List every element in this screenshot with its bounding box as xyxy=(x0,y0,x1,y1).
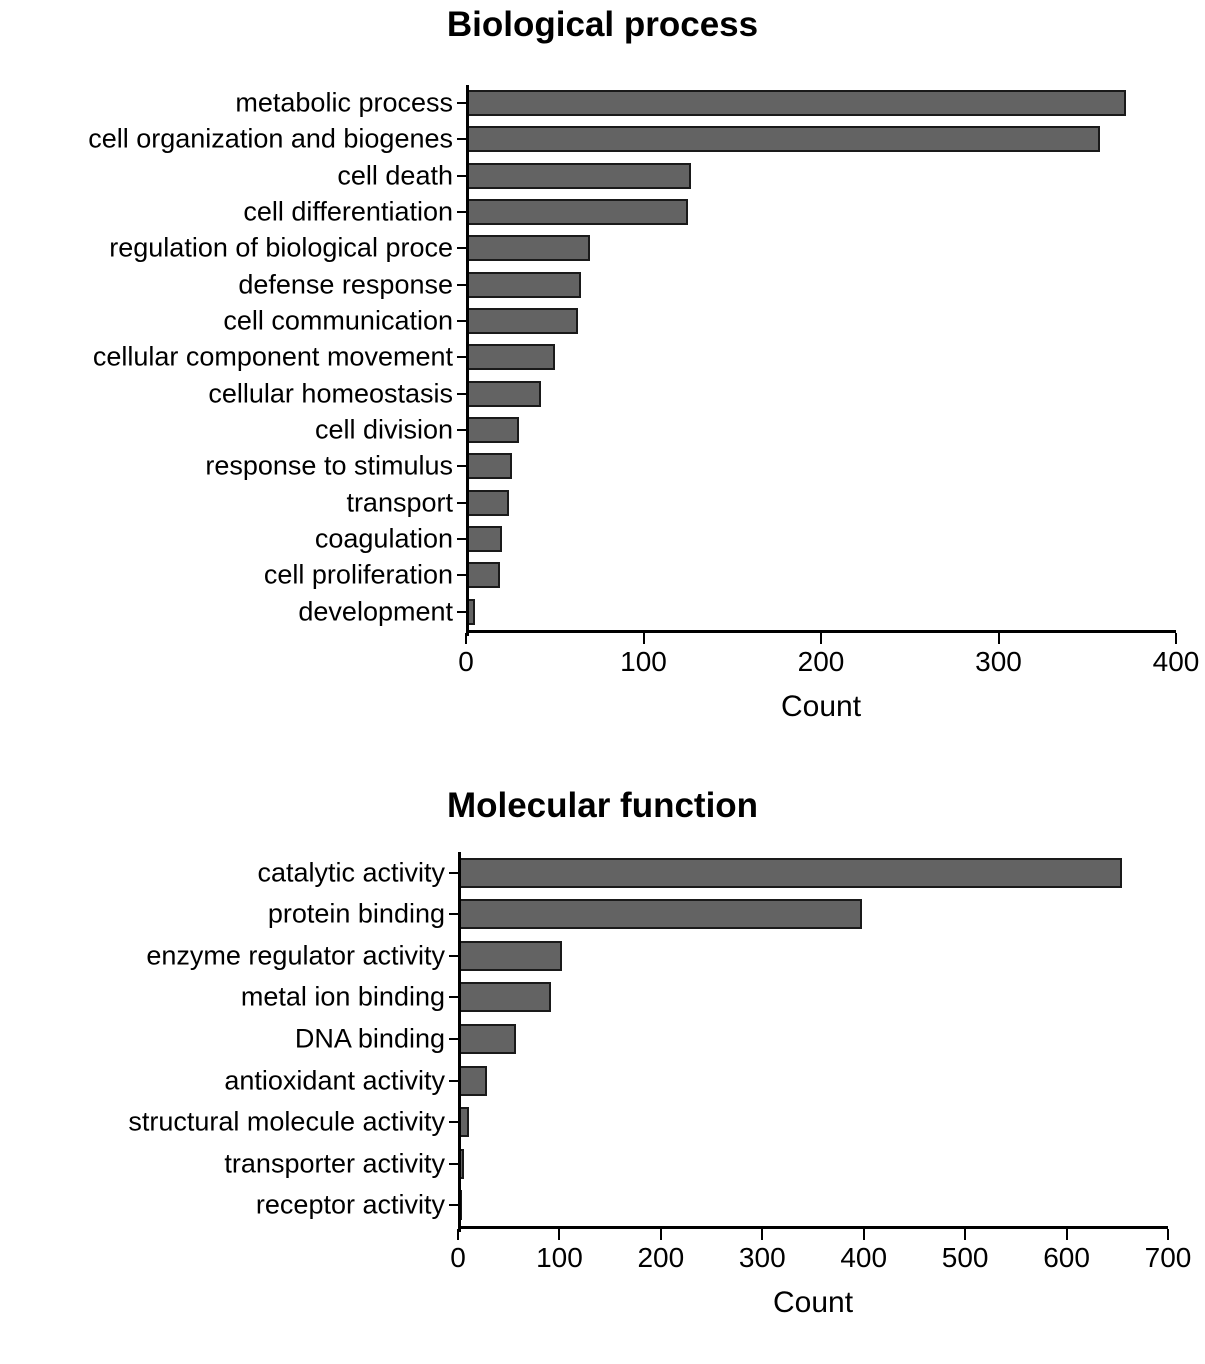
y-tick-mark xyxy=(457,611,466,613)
y-axis-biological-process xyxy=(466,85,469,636)
x-tick-label: 200 xyxy=(797,646,845,677)
x-tick-mark xyxy=(1167,1229,1169,1240)
x-tick-mark xyxy=(761,1229,763,1240)
x-tick-label: 100 xyxy=(620,646,667,677)
plot-area-molecular-function xyxy=(128,852,1192,1319)
y-tick-mark xyxy=(457,175,466,177)
bar xyxy=(466,344,555,370)
y-tick-mark xyxy=(449,1163,458,1165)
x-axis-molecular-function xyxy=(458,1226,1168,1229)
y-tick-mark xyxy=(457,429,466,431)
bar-row xyxy=(267,894,1168,936)
category-label: regulation of biological proce xyxy=(109,232,453,263)
x-tick-label: 600 xyxy=(1043,1242,1090,1273)
x-axis-label-molecular-function: Count xyxy=(772,1286,854,1319)
x-tick-label: 0 xyxy=(450,1242,466,1273)
chart-title-biological-process: Biological process xyxy=(446,5,759,44)
bar xyxy=(466,126,1100,152)
bar-row xyxy=(238,267,1176,303)
x-tick-label: 100 xyxy=(536,1242,583,1273)
bar xyxy=(466,163,691,189)
category-label: cell differentiation xyxy=(243,196,453,227)
y-tick-mark xyxy=(457,465,466,467)
y-tick-mark xyxy=(457,138,466,140)
bar-row xyxy=(294,1018,1168,1060)
y-tick-mark xyxy=(457,356,466,358)
x-tick-label: 300 xyxy=(738,1242,786,1273)
category-label: cell division xyxy=(314,414,453,445)
bar xyxy=(458,858,1122,888)
bar-row xyxy=(224,1143,1168,1185)
x-tick-mark xyxy=(558,1229,560,1240)
bar xyxy=(466,272,581,298)
y-tick-mark xyxy=(449,996,458,998)
bar-row xyxy=(255,1184,1168,1226)
y-tick-mark xyxy=(457,393,466,395)
y-tick-mark xyxy=(449,872,458,874)
category-label: catalytic activity xyxy=(257,857,445,888)
bar xyxy=(458,899,862,929)
category-label: metal ion binding xyxy=(240,981,445,1012)
x-tick-mark xyxy=(1066,1229,1068,1240)
x-tick-label: 200 xyxy=(637,1242,685,1273)
bar xyxy=(466,381,541,407)
x-tick-label: 0 xyxy=(458,646,474,677)
category-label: metabolic process xyxy=(235,87,453,118)
y-tick-mark xyxy=(457,284,466,286)
bar-row xyxy=(208,376,1176,412)
bar-row xyxy=(240,977,1168,1019)
bar-row xyxy=(314,412,1176,448)
y-tick-mark xyxy=(457,538,466,540)
category-label: coagulation xyxy=(314,523,453,554)
y-tick-mark xyxy=(449,913,458,915)
x-tick-mark xyxy=(998,633,1000,644)
y-tick-mark xyxy=(457,211,466,213)
category-label: transporter activity xyxy=(224,1148,445,1179)
y-tick-mark xyxy=(449,1121,458,1123)
x-tick-mark xyxy=(964,1229,966,1240)
bar-row xyxy=(298,594,1176,630)
y-tick-mark xyxy=(457,502,466,504)
bar xyxy=(458,982,551,1012)
category-label: enzyme regulator activity xyxy=(146,940,445,971)
category-label: development xyxy=(298,596,453,627)
x-tick-label: 500 xyxy=(941,1242,989,1273)
bar xyxy=(466,90,1126,116)
category-label: receptor activity xyxy=(255,1189,445,1220)
x-tick-label: 700 xyxy=(1144,1242,1192,1273)
bar-row xyxy=(128,1101,1168,1143)
y-tick-mark xyxy=(457,574,466,576)
y-tick-mark xyxy=(449,1080,458,1082)
bar-row xyxy=(223,303,1176,339)
category-label: cellular homeostasis xyxy=(208,378,453,409)
y-tick-mark xyxy=(457,102,466,104)
bar-row xyxy=(205,448,1176,484)
bar xyxy=(466,308,578,334)
x-tick-mark xyxy=(863,1229,865,1240)
chart-title-molecular-function: Molecular function xyxy=(446,786,759,825)
bar-row xyxy=(224,1060,1168,1102)
category-label: antioxidant activity xyxy=(224,1065,445,1096)
bar-row xyxy=(146,935,1168,977)
category-label: cell organization and biogenes xyxy=(88,123,453,154)
category-label: protein binding xyxy=(267,898,445,929)
bar-row xyxy=(92,339,1176,375)
x-tick-mark xyxy=(660,1229,662,1240)
category-label: cell proliferation xyxy=(263,559,453,590)
bar xyxy=(466,417,519,443)
bars-molecular-function xyxy=(128,852,1168,1226)
bar xyxy=(458,1024,516,1054)
x-axis-label-biological-process: Count xyxy=(780,690,862,723)
bar xyxy=(458,1066,487,1096)
category-label: cell death xyxy=(337,160,453,191)
bar xyxy=(466,526,502,552)
y-tick-mark xyxy=(449,1204,458,1206)
y-tick-mark xyxy=(449,955,458,957)
bar-row xyxy=(257,852,1168,894)
bar-row xyxy=(346,485,1176,521)
x-tick-mark xyxy=(1175,633,1177,644)
bar-row xyxy=(88,121,1176,157)
x-tick-mark xyxy=(820,633,822,644)
bar xyxy=(466,235,590,261)
category-label: response to stimulus xyxy=(205,450,453,481)
y-tick-mark xyxy=(457,320,466,322)
y-tick-mark xyxy=(457,247,466,249)
category-label: defense response xyxy=(238,269,453,300)
category-label: transport xyxy=(346,487,453,518)
bar xyxy=(458,941,562,971)
x-tick-mark xyxy=(643,633,645,644)
bar xyxy=(466,562,500,588)
category-label: cell communication xyxy=(223,305,453,336)
bar-row xyxy=(263,557,1176,593)
x-tick-label: 400 xyxy=(840,1242,888,1273)
category-label: cellular component movement xyxy=(92,341,453,372)
bar-row xyxy=(109,230,1176,266)
x-tick-label: 300 xyxy=(975,646,1022,677)
plot-area-biological-process xyxy=(88,85,1200,723)
bar-row xyxy=(314,521,1176,557)
y-axis-molecular-function xyxy=(458,852,461,1232)
bar-row xyxy=(337,158,1176,194)
bar xyxy=(466,490,509,516)
x-tick-mark xyxy=(465,633,467,644)
bar xyxy=(466,453,512,479)
category-label: structural molecule activity xyxy=(128,1106,445,1137)
x-tick-label: 400 xyxy=(1152,646,1200,677)
chart-molecular-function xyxy=(0,768,1205,1364)
y-tick-mark xyxy=(449,1038,458,1040)
bars-biological-process xyxy=(88,85,1176,630)
bar-row xyxy=(243,194,1176,230)
bar xyxy=(466,199,688,225)
category-label: DNA binding xyxy=(294,1023,445,1054)
bar-row xyxy=(235,85,1176,121)
x-tick-mark xyxy=(457,1229,459,1240)
